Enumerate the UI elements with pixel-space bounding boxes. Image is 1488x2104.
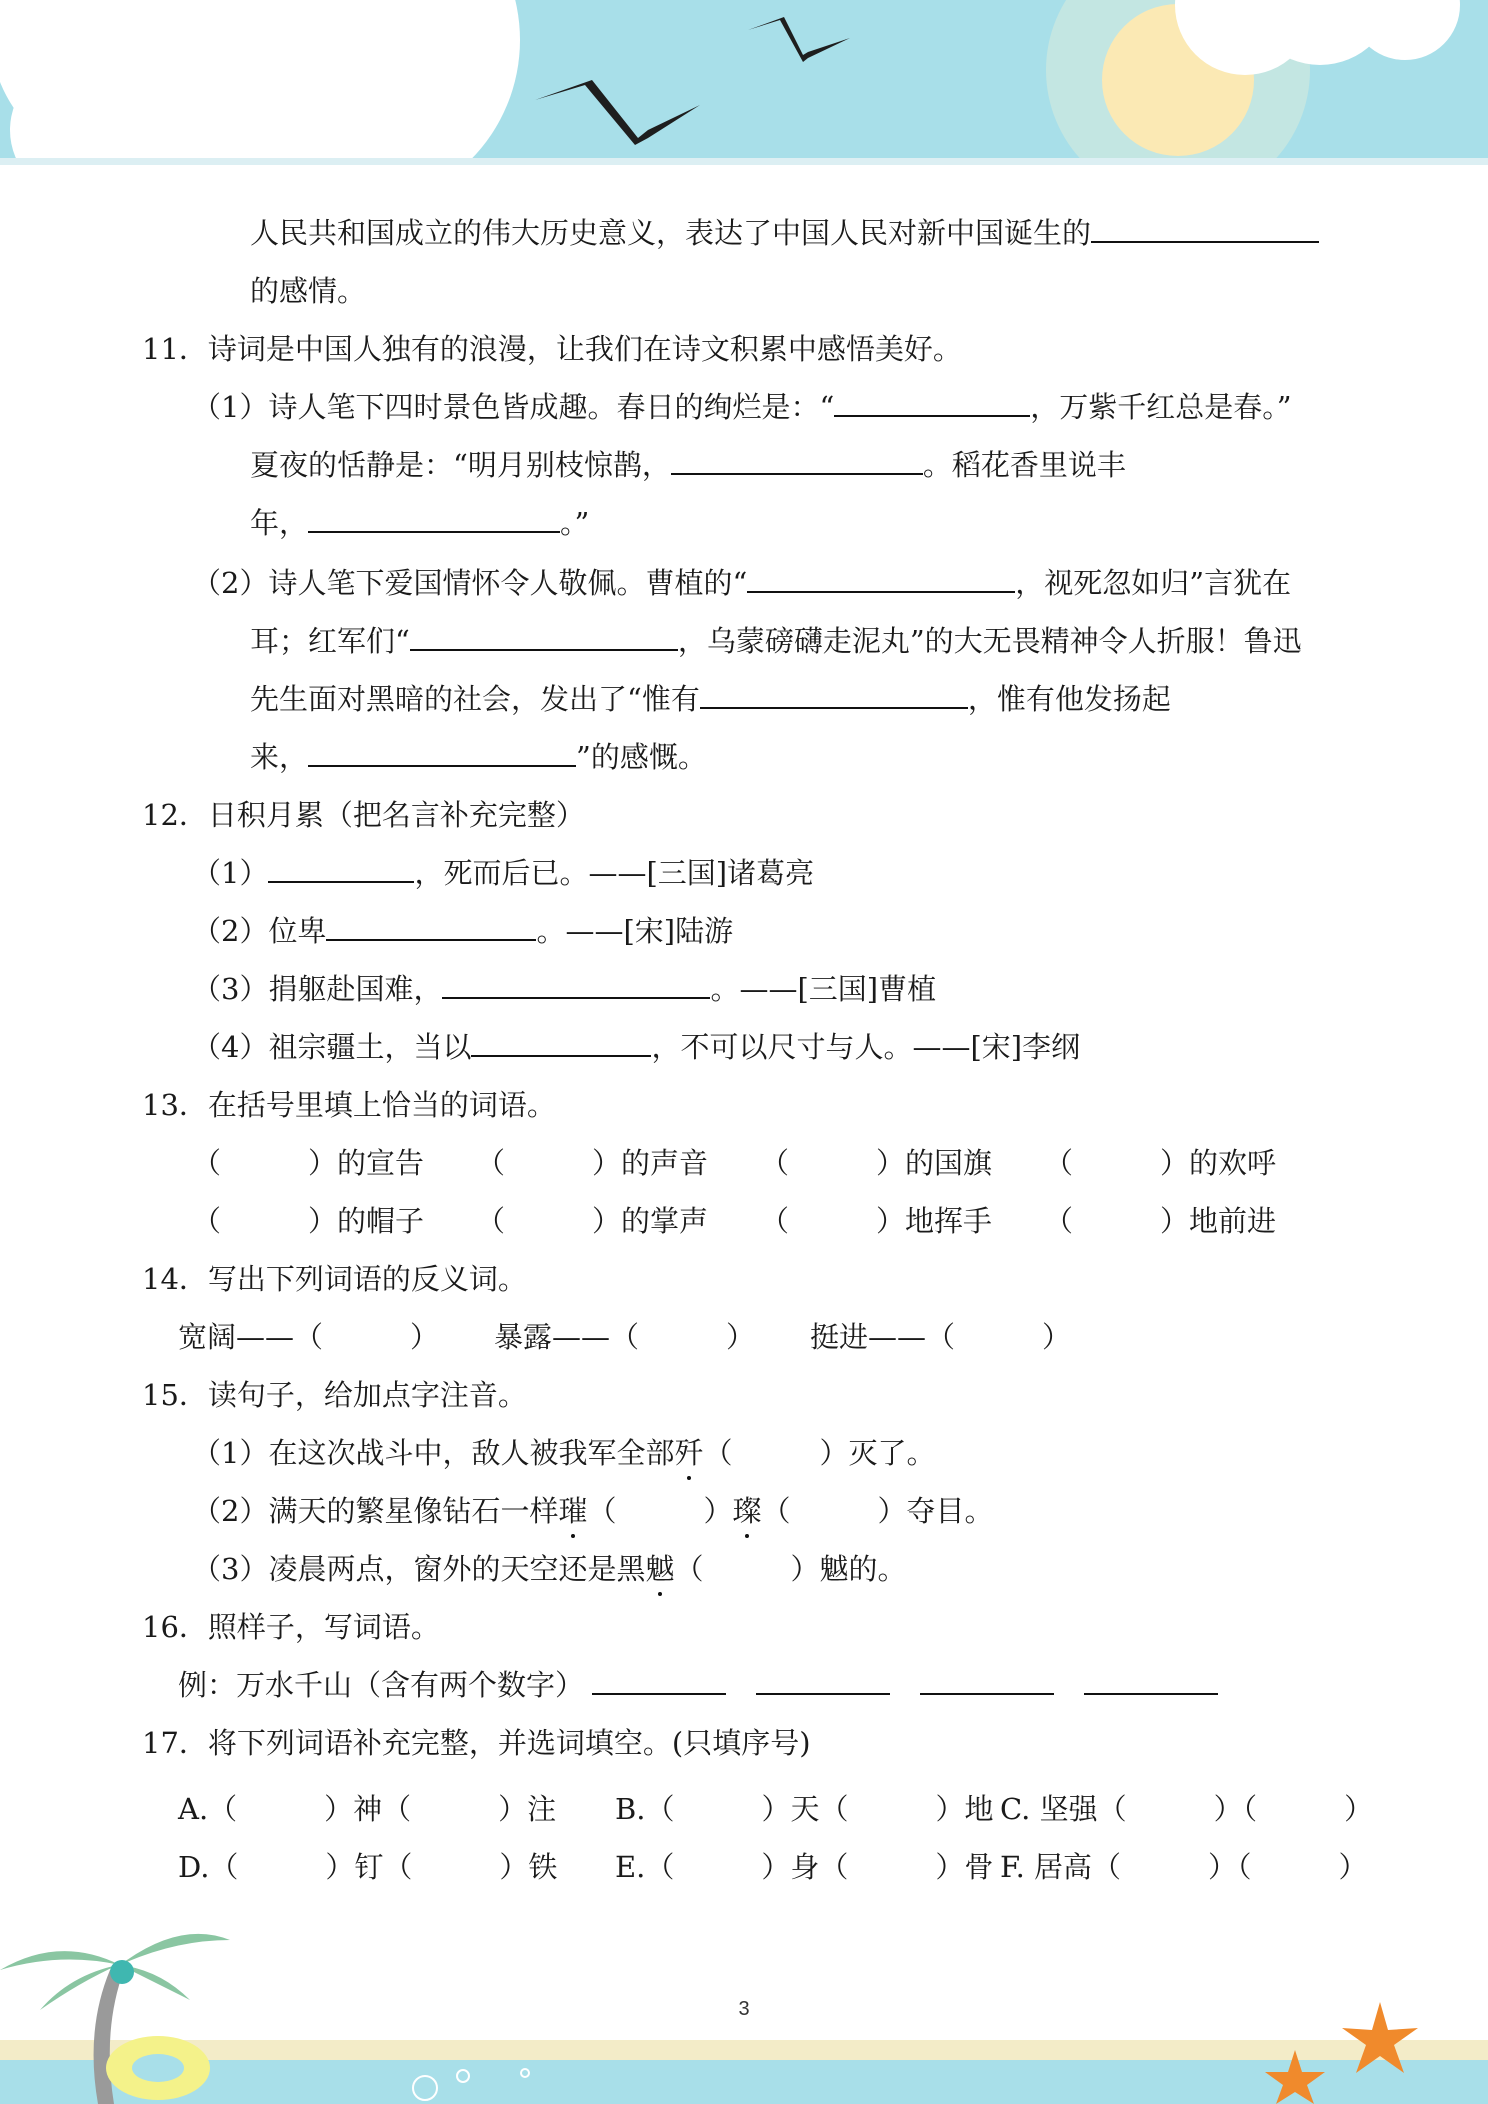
q11-part2-line2: 耳；红军们“ ，乌蒙磅礴走泥丸”的大无畏精神令人折服！鲁迅 — [250, 624, 1302, 658]
q15-sentence3: （3）凌晨两点，窗外的天空还是黑魆（ ）魆的。 — [192, 1552, 907, 1586]
word-item[interactable]: E.（ ）身（ ）骨 — [615, 1850, 994, 1884]
dotted-char: 魆 — [645, 1552, 675, 1586]
dotted-char: 歼 — [674, 1436, 704, 1470]
question-12: 12．日积月累（把名言补充完整） — [142, 798, 585, 832]
fill-item[interactable]: （ ）的国旗 — [760, 1146, 993, 1180]
q11-part2-line1: （2）诗人笔下爱国情怀令人敬佩。曹植的“ ，视死忽如归”言犹在 — [192, 566, 1292, 600]
question-13: 13．在括号里填上恰当的词语。 — [142, 1088, 556, 1122]
fill-item[interactable]: （ ）的宣告 — [192, 1146, 425, 1180]
q13-row1 — [192, 1143, 1276, 1183]
answer-blank[interactable] — [326, 913, 536, 941]
q11-part1-line1: （1）诗人笔下四时景色皆成趣。春日的绚烂是：“ ，万紫千红总是春。” — [192, 390, 1292, 424]
fill-item[interactable]: （ ）地挥手 — [760, 1204, 993, 1238]
answer-blank[interactable] — [671, 447, 923, 475]
header-banner — [0, 0, 1488, 165]
fill-item[interactable]: （ ）的帽子 — [192, 1204, 425, 1238]
question-14: 14．写出下列词语的反义词。 — [142, 1262, 527, 1296]
q16-example: 例：万水千山（含有两个数字） — [178, 1665, 1218, 1705]
answer-blank[interactable] — [834, 389, 1030, 417]
q15-sentence1: （1）在这次战斗中，敌人被我军全部歼（ ）灭了。 — [192, 1436, 936, 1470]
page-number: 3 — [738, 1998, 750, 2020]
dotted-char: 璀 — [558, 1494, 588, 1528]
q12-item1: （1） ，死而后已。——[三国]诸葛亮 — [192, 856, 815, 890]
fill-item[interactable]: （ ）地前进 — [1044, 1204, 1277, 1238]
fill-item[interactable]: （ ）的欢呼 — [1044, 1146, 1277, 1180]
answer-blank[interactable] — [308, 739, 576, 767]
q10-line2: 的感情。 — [250, 274, 367, 308]
word-item[interactable]: A.（ ）神（ ）注 — [178, 1792, 557, 1826]
antonym-item[interactable]: 宽阔——（ ） — [178, 1320, 440, 1354]
q11-part1-line2: 夏夜的恬静是：“明月别枝惊鹊， 。稻花香里说丰 — [250, 448, 1126, 482]
q15-sentence2: （2）满天的繁星像钻石一样璀（ ）璨（ ）夺目。 — [192, 1494, 994, 1528]
word-item[interactable]: B.（ ）天（ ）地 — [615, 1792, 994, 1826]
q12-item3: （3）捐躯赴国难， 。——[三国]曹植 — [192, 972, 937, 1006]
fill-item[interactable]: （ ）的声音 — [476, 1146, 709, 1180]
q14-items — [178, 1317, 1071, 1357]
q17-row2 — [178, 1847, 1368, 1887]
answer-blank[interactable] — [700, 681, 968, 709]
answer-blank[interactable] — [920, 1667, 1054, 1695]
answer-blank[interactable] — [747, 565, 1015, 593]
q12-item4: （4）祖宗疆土，当以 ，不可以尺寸与人。——[宋]李纲 — [192, 1030, 1081, 1064]
answer-blank[interactable] — [1091, 215, 1319, 243]
q11-part2-line3: 先生面对黑暗的社会，发出了“惟有 ，惟有他发扬起 — [250, 682, 1171, 716]
word-item[interactable]: C. 坚强（ ）（ ） — [1000, 1792, 1374, 1826]
q11-part1-line3: 年， 。” — [250, 506, 590, 540]
answer-blank[interactable] — [308, 505, 560, 533]
question-17: 17．将下列词语补充完整，并选词填空。(只填序号) — [142, 1726, 811, 1760]
cloud-icon — [0, 0, 520, 165]
fill-item[interactable]: （ ）的掌声 — [476, 1204, 709, 1238]
q13-row2 — [192, 1201, 1276, 1241]
q17-row1 — [178, 1789, 1373, 1829]
word-item[interactable]: D.（ ）钉（ ）铁 — [178, 1850, 558, 1884]
question-11: 11．诗词是中国人独有的浪漫，让我们在诗文积累中感悟美好。 — [142, 332, 962, 366]
dotted-char: 璨 — [732, 1494, 762, 1528]
question-16: 16．照样子，写词语。 — [142, 1610, 440, 1644]
answer-blank[interactable] — [442, 971, 710, 999]
answer-blank[interactable] — [592, 1667, 726, 1695]
antonym-item[interactable]: 挺进——（ ） — [810, 1320, 1072, 1354]
answer-blank[interactable] — [410, 623, 678, 651]
answer-blank[interactable] — [1084, 1667, 1218, 1695]
antonym-item[interactable]: 暴露——（ ） — [494, 1320, 756, 1354]
answer-blank[interactable] — [471, 1029, 651, 1057]
q11-part2-line4: 来， ”的感慨。 — [250, 740, 707, 774]
answer-blank[interactable] — [756, 1667, 890, 1695]
q12-item2: （2）位卑 。——[宋]陆游 — [192, 914, 734, 948]
question-15: 15．读句子，给加点字注音。 — [142, 1378, 527, 1412]
q10-line1: 人民共和国成立的伟大历史意义，表达了中国人民对新中国诞生的 — [250, 213, 1319, 253]
word-item[interactable]: F. 居高（ ）（ ） — [1000, 1850, 1368, 1884]
swim-ring-icon — [106, 2036, 210, 2100]
answer-blank[interactable] — [268, 855, 414, 883]
